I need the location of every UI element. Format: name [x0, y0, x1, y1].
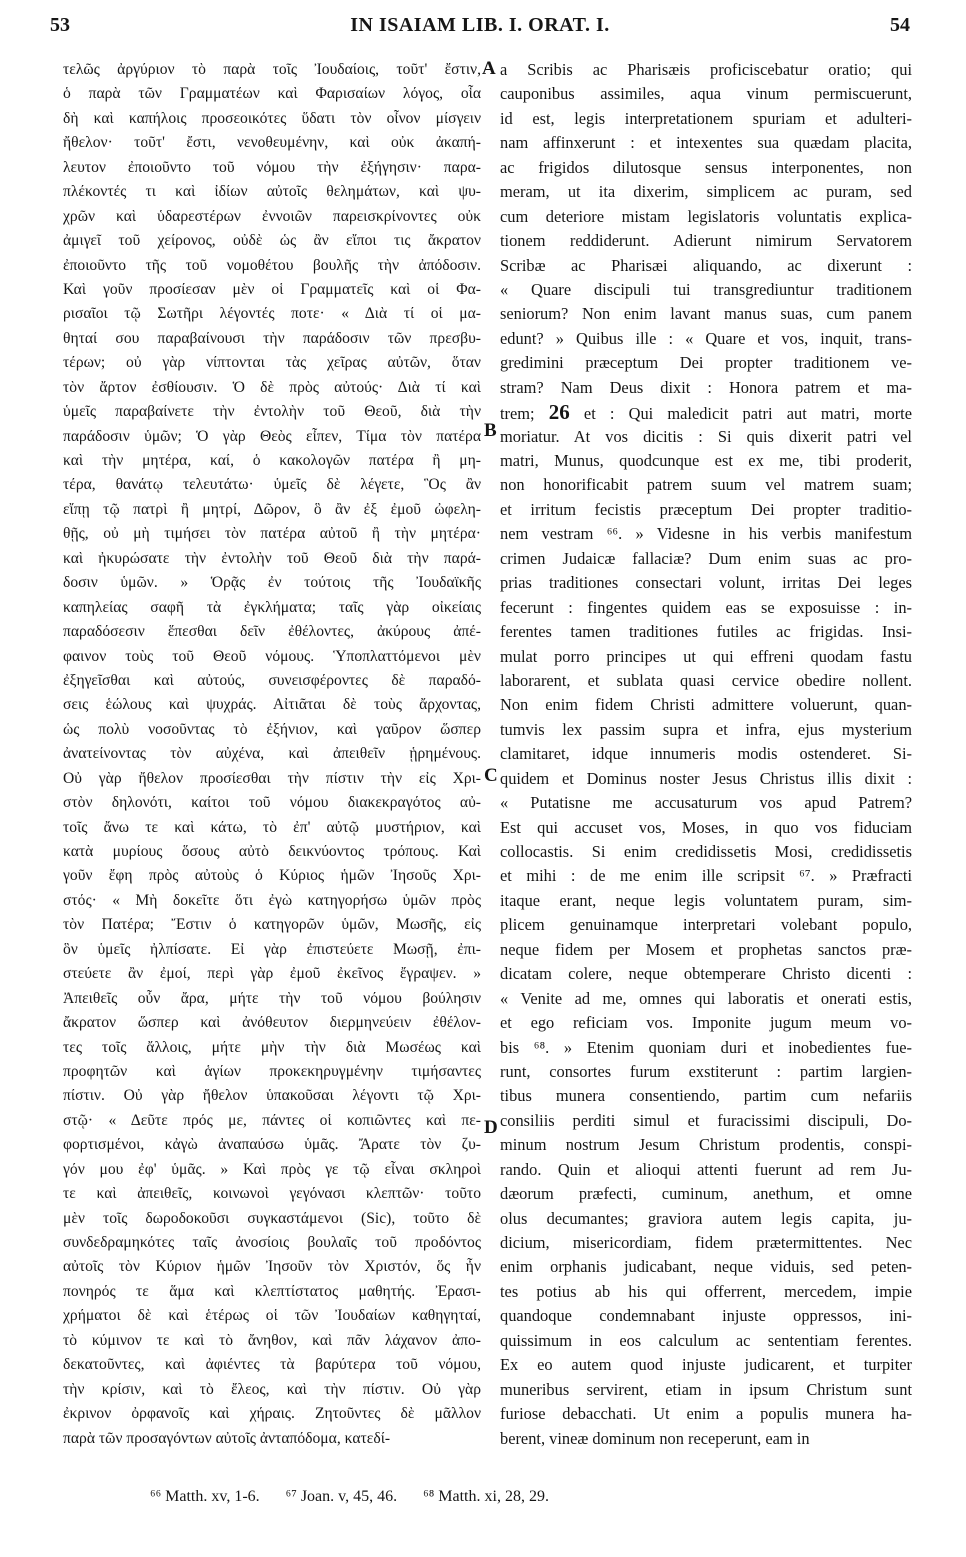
latin-text-line: muneribus servirent, etiam in ipsum Christum sunt [500, 1379, 912, 1399]
greek-text-line: θηταί σου παραβαίνουσι τὴν παράδοσιν τῶν πρεσβυ- [63, 329, 481, 347]
page-header [50, 14, 910, 44]
greek-text-line: φορτισμένοι, κἀγὼ ἀναπαύσω ὑμᾶς. Ἄρατε τὸν ζυ- [63, 1136, 481, 1154]
latin-text-line: Non enim fidem Christi admittere voluerunt, quan- [500, 695, 912, 715]
greek-text-line: ἄκρατον ὥσπερ καὶ ἀνόθευτον διερμηνεύειν ἐθέλον- [63, 1014, 481, 1032]
latin-text-line: fecerunt : fingentes quidem eas se exposuisse : in- [500, 597, 912, 617]
greek-text-line: τέρα, θανάτῳ τελευτάτω· ὑμεῖς δὲ λέγετε, Ὃς ἂν [63, 476, 481, 494]
latin-text-line: enim orphanis judicabant, neque viduis, sed peten- [500, 1257, 912, 1277]
latin-text-line: mulat porro principes ut qui effreni quodam fastu [500, 646, 912, 666]
latin-text-line: nam affinxerunt : et intexentes sua quædam placita, [500, 133, 912, 153]
footnote: ⁶⁶ Matth. xv, 1-6. [150, 1488, 260, 1505]
page-number-left: 53 [50, 14, 70, 36]
latin-text-line: runt, consortes furum exstiterunt : partim largien- [500, 1061, 912, 1081]
latin-text-line: itaque erant, neque legis voluntatem puram, sim- [500, 890, 912, 910]
greek-text-line: τε καὶ ἀπειθεῖς, κοινωνοὶ γεγόνασι κλεπτῶν· τοῦτο [63, 1185, 481, 1203]
latin-text-line: id est, legis interpretationem spuriam et adulteri- [500, 108, 912, 128]
greek-text-line: Ἀπειθεῖς οὖν ἄρα, μήτε τὴν τοῦ νόμου βούλησιν [63, 989, 481, 1007]
greek-text-line: γοῦν ἔφη πρὸς αὐτοὺς ὁ Κύριος ἡμῶν Ἰησοῦς Χρι- [63, 867, 481, 885]
latin-text-line: neque fidem per Mosem et prophetas sanctos præ- [500, 939, 912, 959]
greek-text-line: ἀμιγεῖ τοῦ χείρονος, οὐδὲ ὡς ἂν εἴποι τις ἄκρατον [63, 232, 481, 250]
greek-text-line: δοσιν ὑμῶν. » Ὁρᾷς ἐν τούτοις τῆς Ἰουδαϊκῆς [63, 574, 481, 592]
greek-text-line: χρήματοι δὲ καὶ ἑτέρως οἱ τῶν Ἰουδαίων καθηγηταί, [63, 1307, 481, 1325]
latin-text-line: ferentes tamen traditiones futiles ac frigidas. Insi- [500, 622, 912, 642]
greek-text-line: ὁ παρὰ τῶν Γραμματέων καὶ Φαρισαίων λόγος, οἷα [63, 85, 481, 103]
page-number-right: 54 [890, 14, 910, 36]
latin-text-line: minum nostrum Jesum Christum prodentis, conspi- [500, 1135, 912, 1155]
greek-text-line: κατὰ μυρίους ὅσους αὐτὸ δεικνύοντος τρόπους. Καὶ [63, 843, 481, 860]
latin-text-line: dicatam colere, neque obtemperare Christo dicenti : [500, 964, 912, 984]
greek-text-line: θῇς, οὐ μὴ τιμήσει τὸν πατέρα αὐτοῦ ἢ τὴν μητέρα· [63, 525, 481, 543]
margin-marker-b: B [484, 420, 497, 441]
greek-text-line: ἐξηγεῖσθαι καὶ αὐτούς, συνεισφέροντες δὲ παραδό- [63, 671, 481, 689]
latin-text-line: Ex eo autem quod injuste judicarent, et turpiter [500, 1355, 912, 1375]
latin-text-line: seniorum? Non enim lavant manus suas, cum panem [500, 304, 912, 324]
latin-text-line: non honorificabit patrem suum vel matrem suam; [500, 475, 912, 495]
greek-text-line: στὸν δηλονότι, καίτοι τοῦ νόμου διακεκραγότος αὐ- [63, 794, 481, 812]
latin-text-line: furiose debacchati. Ut enim a populis munera ha- [500, 1404, 912, 1424]
greek-text-line: τελῶς ἀργύριον τὸ παρὰ τοῖς Ἰουδαίοις, τοῦτ' ἔστιν, [63, 61, 481, 78]
latin-text-line: tionem reddiderunt. Adierunt nimirum Servatorem [500, 231, 912, 251]
greek-text-line: ρισαῖοι τῷ Σωτῆρι λέγοντές ποτε· « Διὰ τί οἱ μα- [63, 305, 481, 323]
latin-text-line: quandoque condemnabant injuste oppressos, ini- [500, 1306, 912, 1326]
latin-text-line: trem; 26 et : Qui maledicit patri aut matri, morte [500, 400, 912, 425]
greek-text-line: στεύετε ἂν ἐμοί, περὶ γὰρ ἐμοῦ ἐκεῖνος ἔγραψεν. » [63, 965, 481, 983]
latin-text-line: meram, ut ita dixerim, simplicem ac puram, sed [500, 182, 912, 202]
latin-text-line: laborarent, et sublata quasi cervice obedire nollent. [500, 670, 912, 690]
latin-text-line: clamitaret, idque innumeris modis ostenderet. Si- [500, 744, 912, 764]
greek-text-line: τες τοῖς ἄλλοις, μήτε μὴν τὴν διὰ Μωσέως καὶ [63, 1038, 481, 1056]
latin-text-line: collocastis. Si enim credidissetis Mosi, credidissetis [500, 842, 912, 861]
greek-text-line: φαινον τοὺς τοῦ Θεοῦ νόμους. Ὑποπλαττόμενοι μὲν [63, 647, 481, 665]
greek-text-line: ὡς πολὺ νοσοῦντας τὸ ἐξήνιον, καὶ γαῦρον ὥσπερ [63, 720, 481, 738]
greek-text-line: σεις ἑώλους καὶ ψυχράς. Αἰτιᾶται δὲ τοὺς ἄρχοντας, [63, 696, 481, 714]
footnote: ⁶⁷ Joan. v, 45, 46. [285, 1488, 398, 1505]
margin-marker-a: A [482, 58, 496, 79]
latin-text-line: tibus munera consentiendo, partim cum nefariis [500, 1086, 912, 1106]
greek-text-line: ὑμεῖς παραβαίνετε τὴν ἐντολὴν τοῦ Θεοῦ, διὰ τὴν [63, 403, 481, 421]
latin-text-line: matri, Munus, quodcunque est ex me, tibi proderit, [500, 451, 912, 470]
latin-text-line: tes potius ab his qui offerrent, mercedem, impie [500, 1281, 912, 1301]
latin-text-line: rando. Quin et alioqui attenti fuerunt ad rem Ju- [500, 1159, 912, 1179]
greek-text-line: Καὶ γοῦν προσίεσαν μὲν οἱ Γραμματεῖς καὶ οἱ Φα- [63, 280, 481, 298]
greek-text-line: παρὰ τῶν προσαγόντων αὐτοῖς ἀνταπόδομα, κατεδί- [63, 1429, 391, 1447]
latin-text-line: stram? Nam Deus dixit : Honora patrem et ma- [500, 377, 912, 397]
latin-text-line: olus decumantes; graviora autem legis capita, ju- [500, 1208, 912, 1228]
latin-text-line: crimen Judaicæ fallaciæ? Dum enim suas ac pro- [500, 548, 912, 568]
margin-marker-d: D [484, 1117, 498, 1138]
greek-text-line: στῷ· « Δεῦτε πρός με, πάντες οἱ κοπιῶντες καὶ πε- [63, 1111, 481, 1129]
latin-text-line: ac frigidos dilutosque sensus interponentes, non [500, 157, 912, 177]
greek-text-line: τοῖς ἄνω τε καὶ κάτω, τὸ ἐπ' αὐτῷ μυστήριον, καὶ [63, 818, 481, 836]
greek-text-line: πονηρός τε ἅμα καὶ κλεπτίστατος μαθητής. Ἐρασι- [63, 1282, 481, 1300]
greek-text-line: τὸν Πατέρα; Ἔστιν ὁ κατηγορῶν ὑμῶν, Μωσῆς, εἰς [63, 916, 481, 934]
column-number: 26 [548, 400, 570, 425]
latin-text-line: Scribæ ac Pharisæi aliquando, ac dixerunt : [500, 255, 912, 275]
latin-text-line: cauponibus assimiles, aqua vinum permiscuerunt, [500, 84, 912, 104]
greek-text-line: ἐποιοῦντο τῆς τοῦ νομοθέτου βουλῆς τὴν ἀπόδοσιν. [63, 256, 481, 274]
greek-text-line: τὸ κύμινον τε καὶ τὸ ἄνηθον, καὶ πᾶν λάχανον ἀπο- [63, 1331, 481, 1349]
greek-text-line: ἐκρινον ὀρφανοῖς καὶ χήραις. Ζητοῦντες δὲ μᾶλλον [63, 1405, 481, 1423]
greek-text-line: καὶ τὴν μητέρα, καί, ὁ κακολογῶν πατέρα ἢ μη- [63, 452, 481, 469]
latin-text-line: nem vestram ⁶⁶. » Videsne in his verbis manifestum [500, 524, 912, 544]
latin-text-line: dæorum præfecti, cuminum, anethum, et omne [500, 1184, 912, 1204]
latin-text-line: bis ⁶⁸. » Etenim quoniam duri et inobedientes fue- [500, 1037, 912, 1057]
latin-text-line: et irritum fecistis præceptum Dei propter traditio- [500, 499, 912, 519]
greek-text-line: καπηλείας σαφῆ τὰ ἐγκλήματα; ταῖς γὰρ οἰκείαις [63, 598, 481, 616]
greek-text-line: τέρων; οὐ γὰρ νίπτονται τὰς χεῖρας αὐτῶν, ὅταν [63, 354, 481, 372]
margin-marker-c: C [484, 765, 498, 786]
greek-text-line: πλέκοντές τι καὶ ἰδίων αὐτοῖς θελημάτων, καὶ ψυ- [63, 183, 481, 201]
latin-text-line: quidem et Dominus noster Jesus Christus illis dixit : [500, 768, 912, 788]
greek-text-line: Οὐ γὰρ ἤθελον προσίεσθαι τὴν πίστιν τὴν εἰς Χρι- [63, 769, 481, 787]
greek-text-line: ὃν ὑμεῖς ἠλπίσατε. Εἰ γὰρ ἐπιστεύετε Μωσῇ, ἐπι- [63, 940, 481, 958]
latin-text-line: gredimini præceptum Dei propter traditionem ve- [500, 353, 912, 373]
greek-column [63, 58, 481, 1451]
greek-text-line: λευτον ἐποιοῦντο τοῦ νόμου τὴν ἐξήγησιν· παρα- [63, 158, 481, 176]
latin-text-line: et ego reficiam vos. Imponite jugum meum vo- [500, 1013, 912, 1033]
latin-text-line: « Putatisne me accusaturum vos apud Patrem? [500, 793, 912, 813]
greek-text-line: ἤθελον· τοῦτ' ἔστι, νενοθευμένην, καὶ οὐκ ἀκαπή- [63, 134, 481, 152]
greek-text-line: πίστιν. Οὐ γὰρ ἤθελον ὑπακοῦσαι λέγοντι τῷ Χρι- [63, 1087, 481, 1105]
greek-text-line: παράδοσιν ὑμῶν; Ὁ γὰρ Θεὸς εἶπεν, Τίμα τὸν πατέρα [63, 427, 481, 445]
greek-text-line: δεκατοῦντες, καὶ ἀφιέντες τὰ βαρύτερα τοῦ νόμου, [63, 1356, 481, 1374]
greek-text-line: τὸν ἄρτον ἐσθίουσιν. Ὁ δὲ πρὸς αὐτούς· Διὰ τί καὶ [63, 378, 481, 396]
greek-text-line: στός· « Μὴ δοκεῖτε ὅτι ἐγὼ κατηγορήσω ὑμῶν πρὸς [63, 891, 481, 909]
latin-text-line: et mihi : de me enim ille scripsit ⁶⁷. » Præfracti [500, 866, 912, 886]
greek-text-line: τὴν κρίσιν, καὶ τὸ ἔλεος, καὶ τὴν πίστιν. Οὐ γὰρ [63, 1380, 481, 1398]
footnotes [150, 1488, 575, 1506]
greek-text-line: αὐτοῖς τὸν Κύριον ἡμῶν Ἰησοῦν τὸν Χριστόν, ὅς ἦν [63, 1258, 481, 1276]
latin-text-line: a Scribis ac Pharisæis proficiscebatur oratio; qui [500, 60, 912, 79]
greek-text-line: ἀνατείνοντας τὸν αὐχένα, καὶ ἀπειθεῖν ᾑρημένους. [63, 745, 481, 763]
greek-text-line: παραδόσεσιν ἕπεσθαι δεῖν ἐθέλοντες, ἀκύρους ἀπέ- [63, 623, 481, 641]
greek-text-line: συνδεδραμηκότες ταῖς ἀνοσίοις βουλαῖς τοῦ προδόντος [63, 1234, 481, 1251]
greek-text-line: χρῶν καὶ ὑδαρεστέρων ἐννοιῶν παρεισκρίνοντες οὐκ [63, 207, 481, 225]
latin-text-line: Est qui accuset vos, Moses, in quo vos fiduciam [500, 817, 912, 837]
latin-text-line: quissimum in eos calculum ac sententiam ferentes. [500, 1330, 912, 1350]
latin-text-line: edunt? » Quibus ille : « Quare et vos, inquit, trans- [500, 328, 912, 348]
latin-text-line: cum deteriore mistam legislatoris voluntatis explica- [500, 206, 912, 226]
latin-text-line: « Quare discipuli tui transgrediuntur traditionem [500, 279, 912, 299]
latin-text-line: plicem genuinamque interpretari volebant populo, [500, 915, 912, 935]
latin-text-line: tumvis lex passim supra et infra, ejus mysterium [500, 719, 912, 739]
greek-text-line: μὲν τοῖς δωροδοκοῦσι συγκαστάμενοι (Sic), τοῦτο δὲ [63, 1209, 481, 1227]
running-title: IN ISAIAM LIB. I. ORAT. I. [350, 14, 610, 36]
greek-text-line: εἴπῃ τῷ πατρὶ ἢ μητρί, Δῶρον, ὃ ἂν ἐξ ἐμοῦ ὠφελη- [63, 500, 481, 518]
footnote: ⁶⁸ Matth. xi, 28, 29. [423, 1488, 549, 1505]
greek-text-line: καὶ ἠκυρώσατε τὴν ἐντολὴν τοῦ Θεοῦ διὰ τὴν παρά- [63, 549, 481, 567]
latin-text-line: dicium, misericordiam, fidem prætermittentes. Nec [500, 1233, 912, 1252]
latin-text-line: berent, vineæ dominum non receperunt, eam in [500, 1428, 810, 1448]
latin-text-line: « Venite ad me, omnes qui laboratis et onerati estis, [500, 988, 912, 1008]
latin-text-line: consiliis perditi simul et furacissimi discipuli, Do- [500, 1110, 912, 1130]
greek-text-line: δὴ καὶ καπήλοις προσεοικότες ὕδατι τὸν οἶνον μίσγειν [63, 109, 481, 127]
latin-text-line: moriatur. At vos dicitis : Si quis dixerit patri vel [500, 426, 912, 446]
latin-column [500, 58, 912, 1451]
greek-text-line: προφητῶν καὶ ἁγίων προκεκηρυγμένην τιμήσαντες [63, 1062, 481, 1080]
greek-text-line: γόν μου ἐφ' ὑμᾶς. » Καὶ πρὸς γε τῷ εἶναι σκληροὶ [63, 1160, 481, 1178]
latin-text-line: prias traditiones consectari volunt, irritas Dei leges [500, 573, 912, 593]
